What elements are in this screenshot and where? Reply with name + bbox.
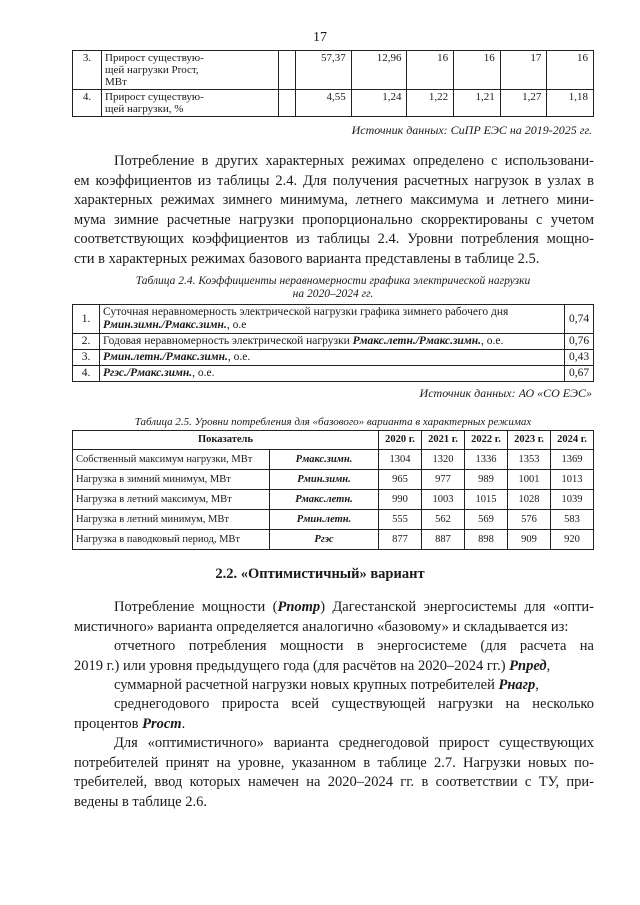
table-2-4 bbox=[72, 304, 594, 382]
row-label: Нагрузка в паводковый период, МВт bbox=[73, 530, 270, 550]
text-line: потребителей принят на уровне, указанном в таблице 2.7. Нагрузки новых по- bbox=[74, 754, 594, 771]
row-text bbox=[100, 305, 565, 334]
cell-value: 1369 bbox=[551, 450, 594, 470]
unit: , о.е. bbox=[192, 367, 215, 379]
text-run: . bbox=[181, 715, 186, 732]
text-line: требителей, ввод которых намечен на 2020–2024 гг. в соответствии с ТУ, при- bbox=[74, 774, 594, 790]
cell-value: 555 bbox=[379, 510, 422, 530]
cell-value: 898 bbox=[465, 530, 508, 550]
label-line: щей нагрузки Рrост, bbox=[105, 64, 199, 76]
text-run: ) Дагестанской энергосистемы для «опти- bbox=[320, 599, 595, 615]
cell-value: 1001 bbox=[508, 470, 551, 490]
page-number: 17 bbox=[313, 30, 327, 45]
text-line: ем коэффициентов из таблицы 2.4. Для получения расчетных нагрузок в узлах в bbox=[74, 172, 594, 189]
cell-value: 562 bbox=[422, 510, 465, 530]
text-line: сти в характерных режимах базового варианта представлены в таблице 2.5. bbox=[74, 250, 540, 267]
cell-value: 1,22 bbox=[407, 90, 454, 117]
table-row bbox=[73, 334, 594, 350]
text-run: Потребление мощности ( bbox=[114, 599, 278, 615]
paragraph bbox=[74, 152, 594, 269]
caption-line: Таблица 2.4. Коэффициенты неравномерности графика электрической нагрузки bbox=[135, 275, 531, 287]
row-label bbox=[102, 51, 279, 90]
row-symbol: Ргэс bbox=[270, 530, 379, 550]
cell-value: 1015 bbox=[465, 490, 508, 510]
label-line: Прирост существую- bbox=[105, 91, 204, 103]
row-text bbox=[100, 334, 565, 350]
cell-value: 17 bbox=[500, 51, 547, 90]
symbol-p-rost: Рrост bbox=[142, 715, 182, 732]
unit: , о.е. bbox=[227, 351, 251, 363]
text-run: 2019 г.) или уровня предыдущего года (для расчётов на 2020–2024 гг.) bbox=[74, 657, 510, 674]
text-run: , bbox=[546, 657, 551, 674]
cell-value: 877 bbox=[379, 530, 422, 550]
ratio-symbol: Ргэс./Рмакс.зимн. bbox=[103, 367, 193, 379]
table-row bbox=[73, 90, 594, 117]
text-line bbox=[74, 598, 594, 618]
header-year: 2023 г. bbox=[508, 431, 551, 450]
table-growth-continuation bbox=[72, 50, 594, 117]
text-line: соответствующих коэффициентов из таблицы 2.4. Уровни потребления мощно- bbox=[74, 231, 594, 247]
table-caption: Таблица 2.5. Уровни потребления для «базового» варианта в характерных режимах bbox=[134, 416, 532, 428]
cell-value: 1039 bbox=[551, 490, 594, 510]
section-heading: 2.2. «Оптимистичный» вариант bbox=[215, 566, 425, 582]
coef-value: 0,43 bbox=[565, 350, 594, 366]
cell-value: 576 bbox=[508, 510, 551, 530]
table-header-row bbox=[73, 431, 594, 450]
cell-value: 977 bbox=[422, 470, 465, 490]
cell-value: 583 bbox=[551, 510, 594, 530]
row-label: Нагрузка в зимний минимум, МВт bbox=[73, 470, 270, 490]
ratio-symbol: Рмин.зимн./Рмакс.зимн. bbox=[103, 319, 227, 331]
text-run: суммарной расчетной нагрузки новых крупных потребителей bbox=[114, 677, 499, 693]
row-index: 2. bbox=[73, 334, 100, 350]
text-run: процентов bbox=[74, 715, 143, 732]
text-line: Потребление в других характерных режимах определено с использовани- bbox=[114, 153, 594, 169]
cell-value: 990 bbox=[379, 490, 422, 510]
header-year: 2022 г. bbox=[465, 431, 508, 450]
caption-line: на 2020–2024 гг. bbox=[292, 288, 374, 300]
cell-value: 989 bbox=[465, 470, 508, 490]
spacer-cell bbox=[279, 51, 296, 90]
row-desc: Суточная неравномерность электрической нагрузки графика зимнего рабочего дня bbox=[103, 306, 509, 318]
cell-value: 1353 bbox=[508, 450, 551, 470]
table-row bbox=[73, 530, 594, 550]
cell-value: 16 bbox=[454, 51, 501, 90]
table-row bbox=[73, 450, 594, 470]
text-line: мума зимние расчетные нагрузки пропорционально скорректированы с учетом bbox=[74, 211, 594, 228]
text-line bbox=[74, 657, 594, 677]
cell-value: 920 bbox=[551, 530, 594, 550]
cell-value: 1320 bbox=[422, 450, 465, 470]
symbol-p-potr: Рпотр bbox=[277, 599, 321, 615]
coef-value: 0,74 bbox=[565, 305, 594, 334]
cell-value: 1028 bbox=[508, 490, 551, 510]
label-line: Прирост существую- bbox=[105, 52, 204, 64]
row-label: Нагрузка в летний минимум, МВт bbox=[73, 510, 270, 530]
table-caption bbox=[72, 275, 594, 301]
symbol-p-nagr: Рнагр bbox=[498, 677, 536, 693]
text-line: мистичного» варианта определяется аналогично «базовому» и складывается из: bbox=[74, 618, 569, 635]
row-index: 4. bbox=[73, 90, 102, 117]
row-desc: Годовая неравномерность электрической нагрузки bbox=[103, 335, 353, 347]
cell-value: 4,55 bbox=[296, 90, 352, 117]
label-line: щей нагрузки, % bbox=[105, 103, 184, 115]
label-line: МВт bbox=[105, 76, 127, 88]
text-line bbox=[74, 715, 594, 735]
cell-value: 57,37 bbox=[296, 51, 352, 90]
table-row bbox=[73, 490, 594, 510]
cell-value: 569 bbox=[465, 510, 508, 530]
cell-value: 1,27 bbox=[500, 90, 547, 117]
table-2-5 bbox=[72, 430, 594, 550]
unit: , о.е bbox=[226, 319, 247, 331]
text-line: отчетного потребления мощности в энергосистеме (для расчета на bbox=[114, 638, 594, 654]
row-index: 1. bbox=[73, 305, 100, 334]
text-run: , bbox=[535, 677, 539, 693]
text-line: Для «оптимистичного» варианта среднегодовой прирост существующих bbox=[114, 735, 594, 751]
row-text bbox=[100, 366, 565, 382]
header-year: 2024 г. bbox=[551, 431, 594, 450]
row-text bbox=[100, 350, 565, 366]
row-symbol: Рмакс.летн. bbox=[270, 490, 379, 510]
text-line bbox=[74, 676, 594, 696]
table-row bbox=[73, 470, 594, 490]
row-index: 3. bbox=[73, 51, 102, 90]
text-line: среднегодового прироста всей существующей нагрузки на несколько bbox=[114, 696, 594, 712]
row-label bbox=[102, 90, 279, 117]
cell-value: 965 bbox=[379, 470, 422, 490]
table-row bbox=[73, 350, 594, 366]
row-symbol: Рмакс.зимн. bbox=[270, 450, 379, 470]
row-index: 4. bbox=[73, 366, 100, 382]
row-symbol: Рмин.летн. bbox=[270, 510, 379, 530]
spacer-cell bbox=[279, 90, 296, 117]
coef-value: 0,76 bbox=[565, 334, 594, 350]
header-year: 2021 г. bbox=[422, 431, 465, 450]
paragraph bbox=[74, 695, 594, 734]
cell-value: 909 bbox=[508, 530, 551, 550]
row-index: 3. bbox=[73, 350, 100, 366]
header-indicator: Показатель bbox=[73, 431, 379, 450]
source-note: Источник данных: СиПР ЕЭС на 2019-2025 гг. bbox=[351, 123, 592, 137]
cell-value: 16 bbox=[407, 51, 454, 90]
row-label: Нагрузка в летний максимум, МВт bbox=[73, 490, 270, 510]
row-symbol: Рмин.зимн. bbox=[270, 470, 379, 490]
paragraph bbox=[74, 598, 594, 637]
table-row bbox=[73, 51, 594, 90]
symbol-p-pred: Рпред bbox=[509, 657, 547, 674]
coef-value: 0,67 bbox=[565, 366, 594, 382]
unit: , о.е. bbox=[480, 335, 504, 347]
row-label: Собственный максимум нагрузки, МВт bbox=[73, 450, 270, 470]
table-row bbox=[73, 510, 594, 530]
table-row bbox=[73, 305, 594, 334]
text-line: ведены в таблице 2.6. bbox=[74, 793, 207, 810]
cell-value: 1304 bbox=[379, 450, 422, 470]
cell-value: 1,18 bbox=[547, 90, 594, 117]
paragraph bbox=[74, 637, 594, 676]
text-line: характерных режимах зимнего минимума, летнего максимума и летнего мини- bbox=[74, 192, 594, 208]
cell-value: 1003 bbox=[422, 490, 465, 510]
paragraph bbox=[74, 734, 594, 812]
cell-value: 1,21 bbox=[454, 90, 501, 117]
ratio-symbol: Рмакс.летн./Рмакс.зимн. bbox=[352, 335, 481, 347]
ratio-symbol: Рмин.летн./Рмакс.зимн. bbox=[103, 351, 228, 363]
source-note: Источник данных: АО «СО ЕЭС» bbox=[419, 386, 592, 400]
paragraph bbox=[74, 676, 594, 696]
cell-value: 12,96 bbox=[351, 51, 407, 90]
cell-value: 1013 bbox=[551, 470, 594, 490]
cell-value: 1,24 bbox=[351, 90, 407, 117]
cell-value: 887 bbox=[422, 530, 465, 550]
header-year: 2020 г. bbox=[379, 431, 422, 450]
cell-value: 16 bbox=[547, 51, 594, 90]
table-row bbox=[73, 366, 594, 382]
cell-value: 1336 bbox=[465, 450, 508, 470]
